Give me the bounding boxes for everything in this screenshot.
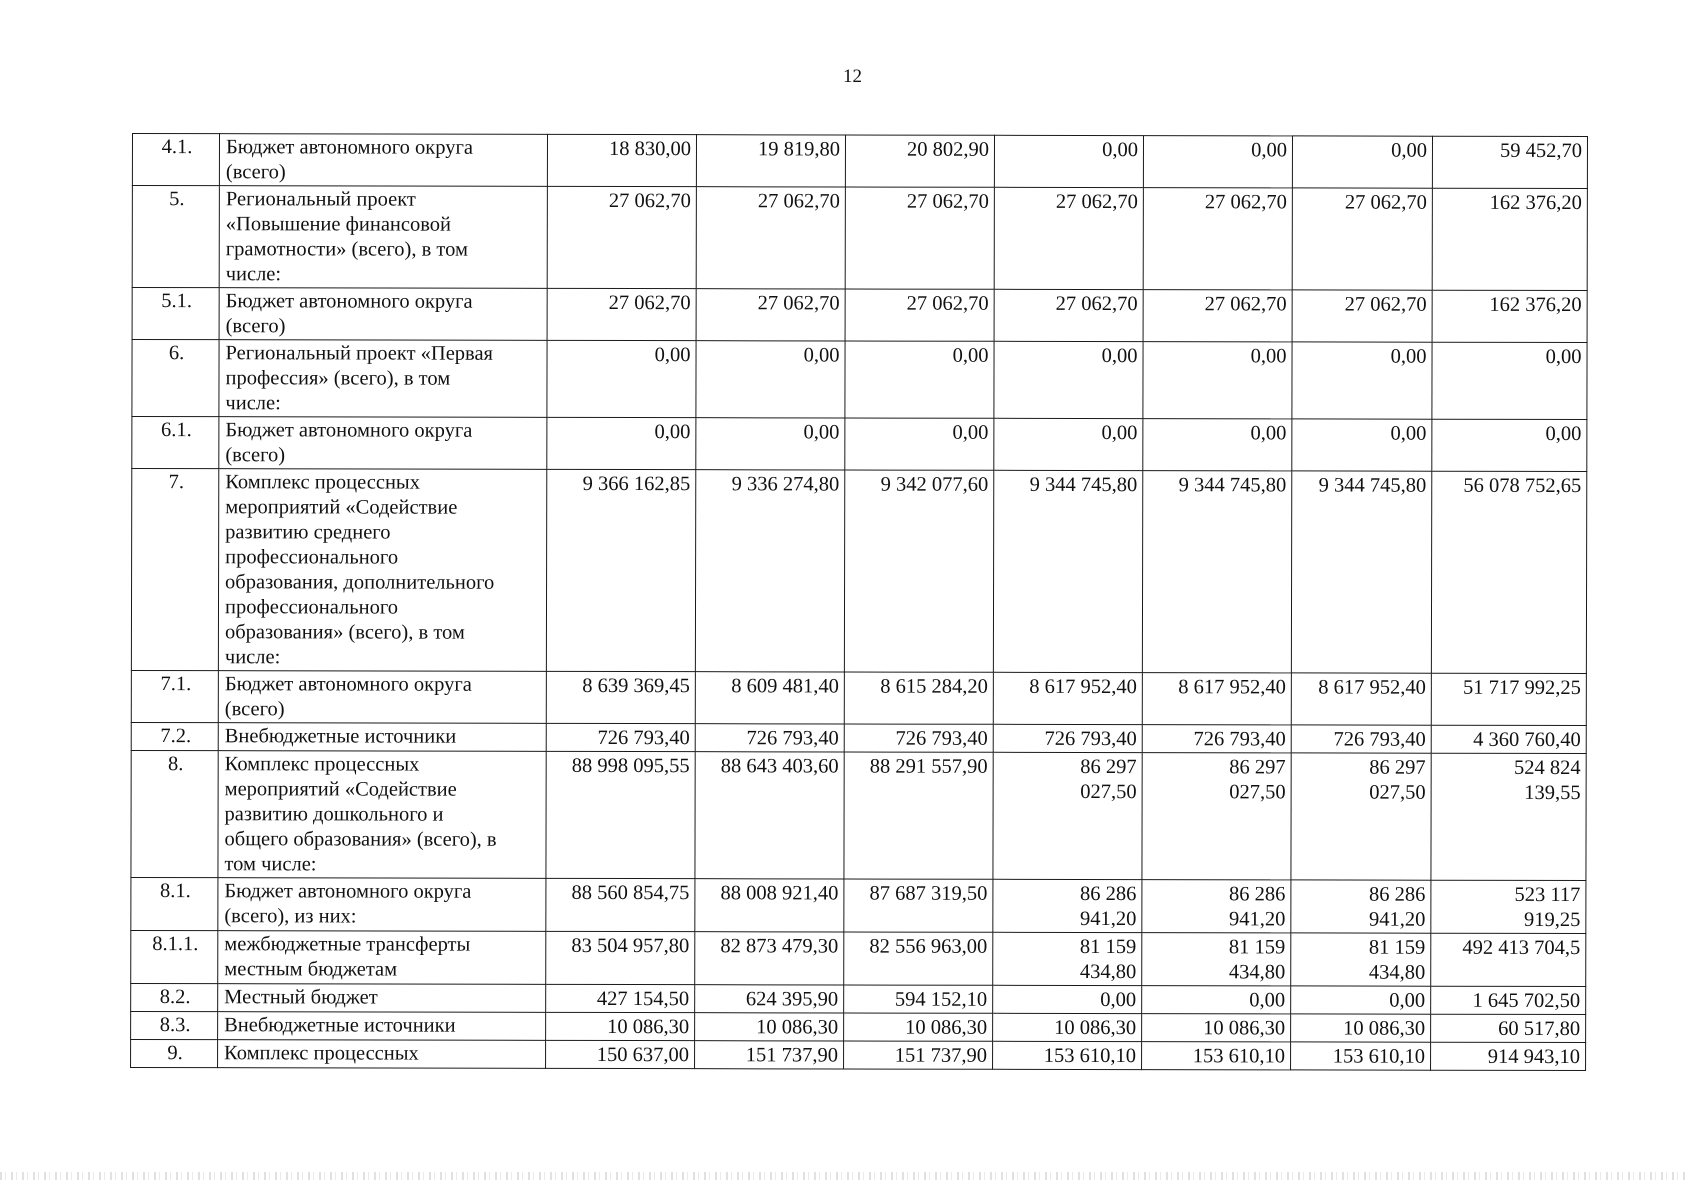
- year-value-cell: 0,00: [547, 417, 696, 469]
- year-value-cell: 88 291 557,90: [844, 752, 993, 879]
- table-row: [131, 1039, 1586, 1070]
- row-number-cell: 7.1.: [131, 670, 218, 722]
- total-value-cell: 914 943,10: [1431, 1042, 1586, 1070]
- row-name-cell: Комплекс процессных: [218, 1040, 546, 1069]
- year-value-cell: 726 793,40: [993, 724, 1142, 752]
- year-value-cell: 10 086,30: [844, 1013, 993, 1041]
- year-value-cell: 27 062,70: [845, 187, 994, 289]
- year-value-cell: 27 062,70: [547, 288, 696, 340]
- year-value-cell: 8 617 952,40: [1291, 673, 1431, 725]
- total-value-cell: 4 360 760,40: [1431, 725, 1586, 753]
- table-row: [132, 340, 1587, 420]
- year-value-cell: 10 086,30: [546, 1012, 695, 1040]
- year-value-cell: 83 504 957,80: [546, 931, 695, 984]
- year-value-cell: 8 609 481,40: [695, 672, 844, 724]
- year-value-cell: 86 297 027,50: [1291, 753, 1431, 880]
- year-value-cell: 0,00: [994, 135, 1143, 187]
- year-value-cell: 0,00: [1292, 342, 1432, 419]
- year-value-cell: 0,00: [1292, 136, 1432, 188]
- year-value-cell: 153 610,10: [1142, 1042, 1291, 1070]
- row-name-cell: Бюджет автономного округа (всего): [218, 671, 546, 724]
- year-value-cell: 27 062,70: [547, 186, 696, 288]
- budget-table: [130, 133, 1588, 1071]
- year-value-cell: 0,00: [993, 985, 1142, 1013]
- year-value-cell: 151 737,90: [844, 1041, 993, 1069]
- row-number-cell: 5.: [132, 186, 219, 288]
- table-row: [131, 670, 1586, 725]
- row-name-cell: Внебюджетные источники: [218, 1012, 546, 1041]
- total-value-cell: 51 717 992,25: [1431, 673, 1586, 725]
- year-value-cell: 8 617 952,40: [1142, 673, 1291, 725]
- year-value-cell: 594 152,10: [844, 985, 993, 1013]
- year-value-cell: 82 556 963,00: [844, 932, 993, 985]
- year-value-cell: 0,00: [696, 418, 845, 470]
- row-name-cell: Бюджет автономного округа (всего): [219, 288, 547, 341]
- year-value-cell: 427 154,50: [546, 984, 695, 1012]
- year-value-cell: 0,00: [845, 418, 994, 470]
- row-name-cell: Комплекс процессных мероприятий «Содействие развитию дошкольного и общего образования» (всего), в том числе:: [218, 751, 546, 879]
- year-value-cell: 10 086,30: [993, 1013, 1142, 1041]
- year-value-cell: 0,00: [547, 340, 696, 417]
- year-value-cell: 726 793,40: [844, 724, 993, 752]
- total-value-cell: 523 117 919,25: [1431, 880, 1586, 933]
- total-value-cell: 0,00: [1432, 342, 1587, 419]
- year-value-cell: 8 617 952,40: [993, 672, 1142, 724]
- year-value-cell: 27 062,70: [696, 289, 845, 341]
- page-number: 12: [843, 66, 862, 87]
- year-value-cell: 27 062,70: [1292, 188, 1432, 290]
- table-row: [131, 722, 1586, 753]
- year-value-cell: 86 297 027,50: [1142, 753, 1291, 880]
- table-row: [131, 1011, 1586, 1042]
- table-row: [132, 288, 1587, 343]
- year-value-cell: 0,00: [1142, 986, 1291, 1014]
- year-value-cell: 27 062,70: [994, 187, 1143, 289]
- year-value-cell: 20 802,90: [845, 135, 994, 187]
- row-number-cell: 7.: [131, 469, 218, 671]
- year-value-cell: 87 687 319,50: [844, 879, 993, 932]
- year-value-cell: 86 286 941,20: [993, 879, 1142, 932]
- row-name-cell: Бюджет автономного округа (всего): [219, 134, 547, 187]
- table-row: [131, 983, 1586, 1014]
- year-value-cell: 88 560 854,75: [546, 878, 695, 931]
- year-value-cell: 726 793,40: [546, 723, 695, 751]
- row-name-cell: Региональный проект «Первая профессия» (всего), в том числе:: [219, 340, 547, 418]
- year-value-cell: 0,00: [994, 418, 1143, 470]
- year-value-cell: 0,00: [1143, 419, 1292, 471]
- year-value-cell: 0,00: [1291, 986, 1431, 1014]
- year-value-cell: 726 793,40: [695, 724, 844, 752]
- year-value-cell: 27 062,70: [845, 289, 994, 341]
- row-number-cell: 8.1.1.: [131, 930, 218, 983]
- total-value-cell: 59 452,70: [1432, 136, 1587, 188]
- row-number-cell: 6.: [132, 340, 219, 417]
- year-value-cell: 0,00: [994, 341, 1143, 418]
- table-body: [131, 134, 1588, 1071]
- scan-noise: [0, 1172, 1686, 1180]
- row-name-cell: межбюджетные трансферты местным бюджетам: [218, 931, 546, 985]
- year-value-cell: 8 615 284,20: [844, 672, 993, 724]
- total-value-cell: 524 824 139,55: [1431, 753, 1586, 880]
- total-value-cell: 60 517,80: [1431, 1014, 1586, 1042]
- year-value-cell: 27 062,70: [696, 187, 845, 289]
- year-value-cell: 0,00: [845, 341, 994, 418]
- year-value-cell: 82 873 479,30: [695, 932, 844, 985]
- row-name-cell: Бюджет автономного округа (всего): [219, 417, 547, 470]
- year-value-cell: 0,00: [1143, 136, 1292, 188]
- year-value-cell: 726 793,40: [1142, 725, 1291, 753]
- year-value-cell: 0,00: [1143, 342, 1292, 419]
- year-value-cell: 88 998 095,55: [546, 751, 695, 878]
- table-row: [131, 469, 1586, 674]
- total-value-cell: 0,00: [1432, 419, 1587, 471]
- year-value-cell: 8 639 369,45: [546, 671, 695, 723]
- table-row: [131, 877, 1586, 933]
- year-value-cell: 624 395,90: [695, 985, 844, 1013]
- year-value-cell: 81 159 434,80: [993, 932, 1142, 985]
- total-value-cell: 56 078 752,65: [1431, 471, 1586, 673]
- row-name-cell: Местный бюджет: [218, 984, 546, 1013]
- year-value-cell: 10 086,30: [1291, 1014, 1431, 1042]
- year-value-cell: 27 062,70: [1292, 290, 1432, 342]
- year-value-cell: 81 159 434,80: [1142, 933, 1291, 986]
- year-value-cell: 86 286 941,20: [1291, 880, 1431, 933]
- row-number-cell: 4.1.: [132, 134, 219, 186]
- year-value-cell: 88 643 403,60: [695, 752, 844, 879]
- year-value-cell: 86 297 027,50: [993, 752, 1142, 879]
- year-value-cell: 153 610,10: [993, 1041, 1142, 1069]
- year-value-cell: 19 819,80: [696, 135, 845, 187]
- row-number-cell: 8.1.: [131, 877, 218, 930]
- row-number-cell: 6.1.: [132, 417, 219, 469]
- year-value-cell: 0,00: [696, 341, 845, 418]
- row-number-cell: 7.2.: [131, 722, 218, 750]
- year-value-cell: 9 366 162,85: [546, 469, 695, 671]
- row-number-cell: 8.2.: [131, 983, 218, 1011]
- year-value-cell: 151 737,90: [695, 1041, 844, 1069]
- year-value-cell: 9 344 745,80: [1142, 471, 1291, 673]
- row-name-cell: Региональный проект «Повышение финансовой грамотности» (всего), в том числе:: [219, 186, 547, 289]
- table-row: [131, 930, 1586, 986]
- row-name-cell: Внебюджетные источники: [218, 723, 546, 752]
- year-value-cell: 86 286 941,20: [1142, 880, 1291, 933]
- row-name-cell: Комплекс процессных мероприятий «Содействие развитию среднего профессионального образования, дополнительного профессионального образования» (всего), в том числе:: [218, 469, 546, 672]
- table-row: [131, 750, 1586, 880]
- year-value-cell: 81 159 434,80: [1291, 933, 1431, 986]
- year-value-cell: 27 062,70: [994, 289, 1143, 341]
- year-value-cell: 9 342 077,60: [844, 470, 993, 672]
- total-value-cell: 1 645 702,50: [1431, 986, 1586, 1014]
- table-row: [132, 134, 1587, 189]
- year-value-cell: 27 062,70: [1143, 290, 1292, 342]
- total-value-cell: 162 376,20: [1432, 188, 1587, 290]
- row-number-cell: 9.: [131, 1039, 218, 1067]
- year-value-cell: 88 008 921,40: [695, 879, 844, 932]
- year-value-cell: 150 637,00: [546, 1040, 695, 1068]
- row-number-cell: 8.: [131, 750, 218, 877]
- row-number-cell: 5.1.: [132, 288, 219, 340]
- year-value-cell: 9 344 745,80: [993, 470, 1142, 672]
- year-value-cell: 726 793,40: [1291, 725, 1431, 753]
- year-value-cell: 0,00: [1292, 419, 1432, 471]
- total-value-cell: 492 413 704,5: [1431, 933, 1586, 986]
- year-value-cell: 18 830,00: [547, 134, 696, 186]
- table-row: [132, 186, 1587, 291]
- year-value-cell: 9 336 274,80: [695, 470, 844, 672]
- total-value-cell: 162 376,20: [1432, 290, 1587, 342]
- table-row: [132, 417, 1587, 472]
- year-value-cell: 10 086,30: [695, 1013, 844, 1041]
- year-value-cell: 9 344 745,80: [1291, 471, 1431, 673]
- year-value-cell: 27 062,70: [1143, 188, 1292, 290]
- year-value-cell: 153 610,10: [1291, 1042, 1431, 1070]
- row-number-cell: 8.3.: [131, 1011, 218, 1039]
- year-value-cell: 10 086,30: [1142, 1014, 1291, 1042]
- row-name-cell: Бюджет автономного округа (всего), из них:: [218, 878, 546, 932]
